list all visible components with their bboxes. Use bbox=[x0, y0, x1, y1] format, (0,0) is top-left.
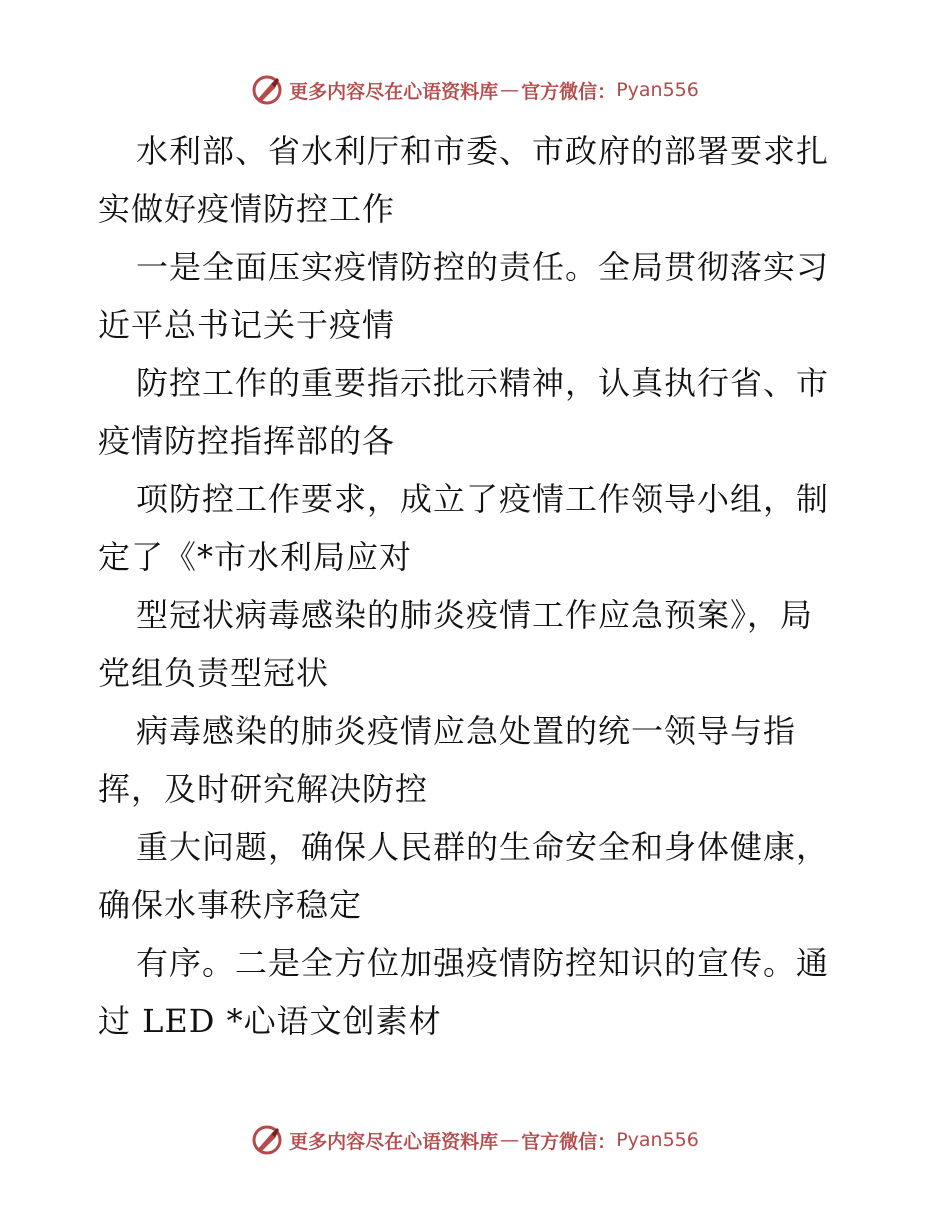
text-line: 水利部、省水利厅和市委、市政府的部署要求扎 bbox=[136, 132, 830, 170]
text-line: 项防控工作要求，成立了疫情工作领导小组，制 bbox=[136, 480, 830, 518]
text-line: 挥，及时研究解决防控 bbox=[98, 770, 429, 808]
text-line: 有序。二是全方位加强疫情防控知识的宣传。通 bbox=[136, 944, 830, 982]
text-line: 实做好疫情防控工作 bbox=[98, 190, 396, 228]
watermark-dash: — bbox=[500, 79, 520, 101]
watermark-dash: — bbox=[500, 1129, 520, 1151]
text-line: 型冠状病毒感染的肺炎疫情工作应急预案》，局 bbox=[136, 596, 814, 634]
text-line: 疫情防控指挥部的各 bbox=[98, 422, 396, 460]
text-line: 党组负责型冠状 bbox=[98, 654, 330, 692]
header-watermark bbox=[0, 70, 950, 110]
text-line: 近平总书记关于疫情 bbox=[98, 306, 396, 344]
watermark-wechat-label: 官方微信： bbox=[521, 1130, 617, 1153]
footer-watermark bbox=[0, 1120, 950, 1160]
text-line: 重大问题，确保人民群的生命安全和身体健康， bbox=[136, 828, 830, 866]
watermark-wechat-label: 官方微信： bbox=[521, 80, 617, 103]
text-line: 确保水事秩序稳定 bbox=[98, 886, 363, 924]
watermark-promo-text: 更多内容尽在心语资料库 bbox=[289, 80, 499, 103]
text-line: 过 LED *心语文创素材 bbox=[98, 1002, 442, 1040]
text-line: 一是全面压实疫情防控的责任。全局贯彻落实习 bbox=[136, 248, 830, 286]
watermark-account: Pyan556 bbox=[616, 79, 699, 101]
watermark-account: Pyan556 bbox=[616, 1129, 699, 1151]
pen-logo-icon bbox=[251, 1124, 283, 1156]
text-line: 病毒感染的肺炎疫情应急处置的统一领导与指 bbox=[136, 712, 797, 750]
pen-logo-icon bbox=[251, 74, 283, 106]
document-body bbox=[98, 122, 858, 1050]
text-line: 定了《*市水利局应对 bbox=[98, 538, 413, 576]
watermark-promo-text: 更多内容尽在心语资料库 bbox=[289, 1130, 499, 1153]
text-line: 防控工作的重要指示批示精神，认真执行省、市 bbox=[136, 364, 830, 402]
